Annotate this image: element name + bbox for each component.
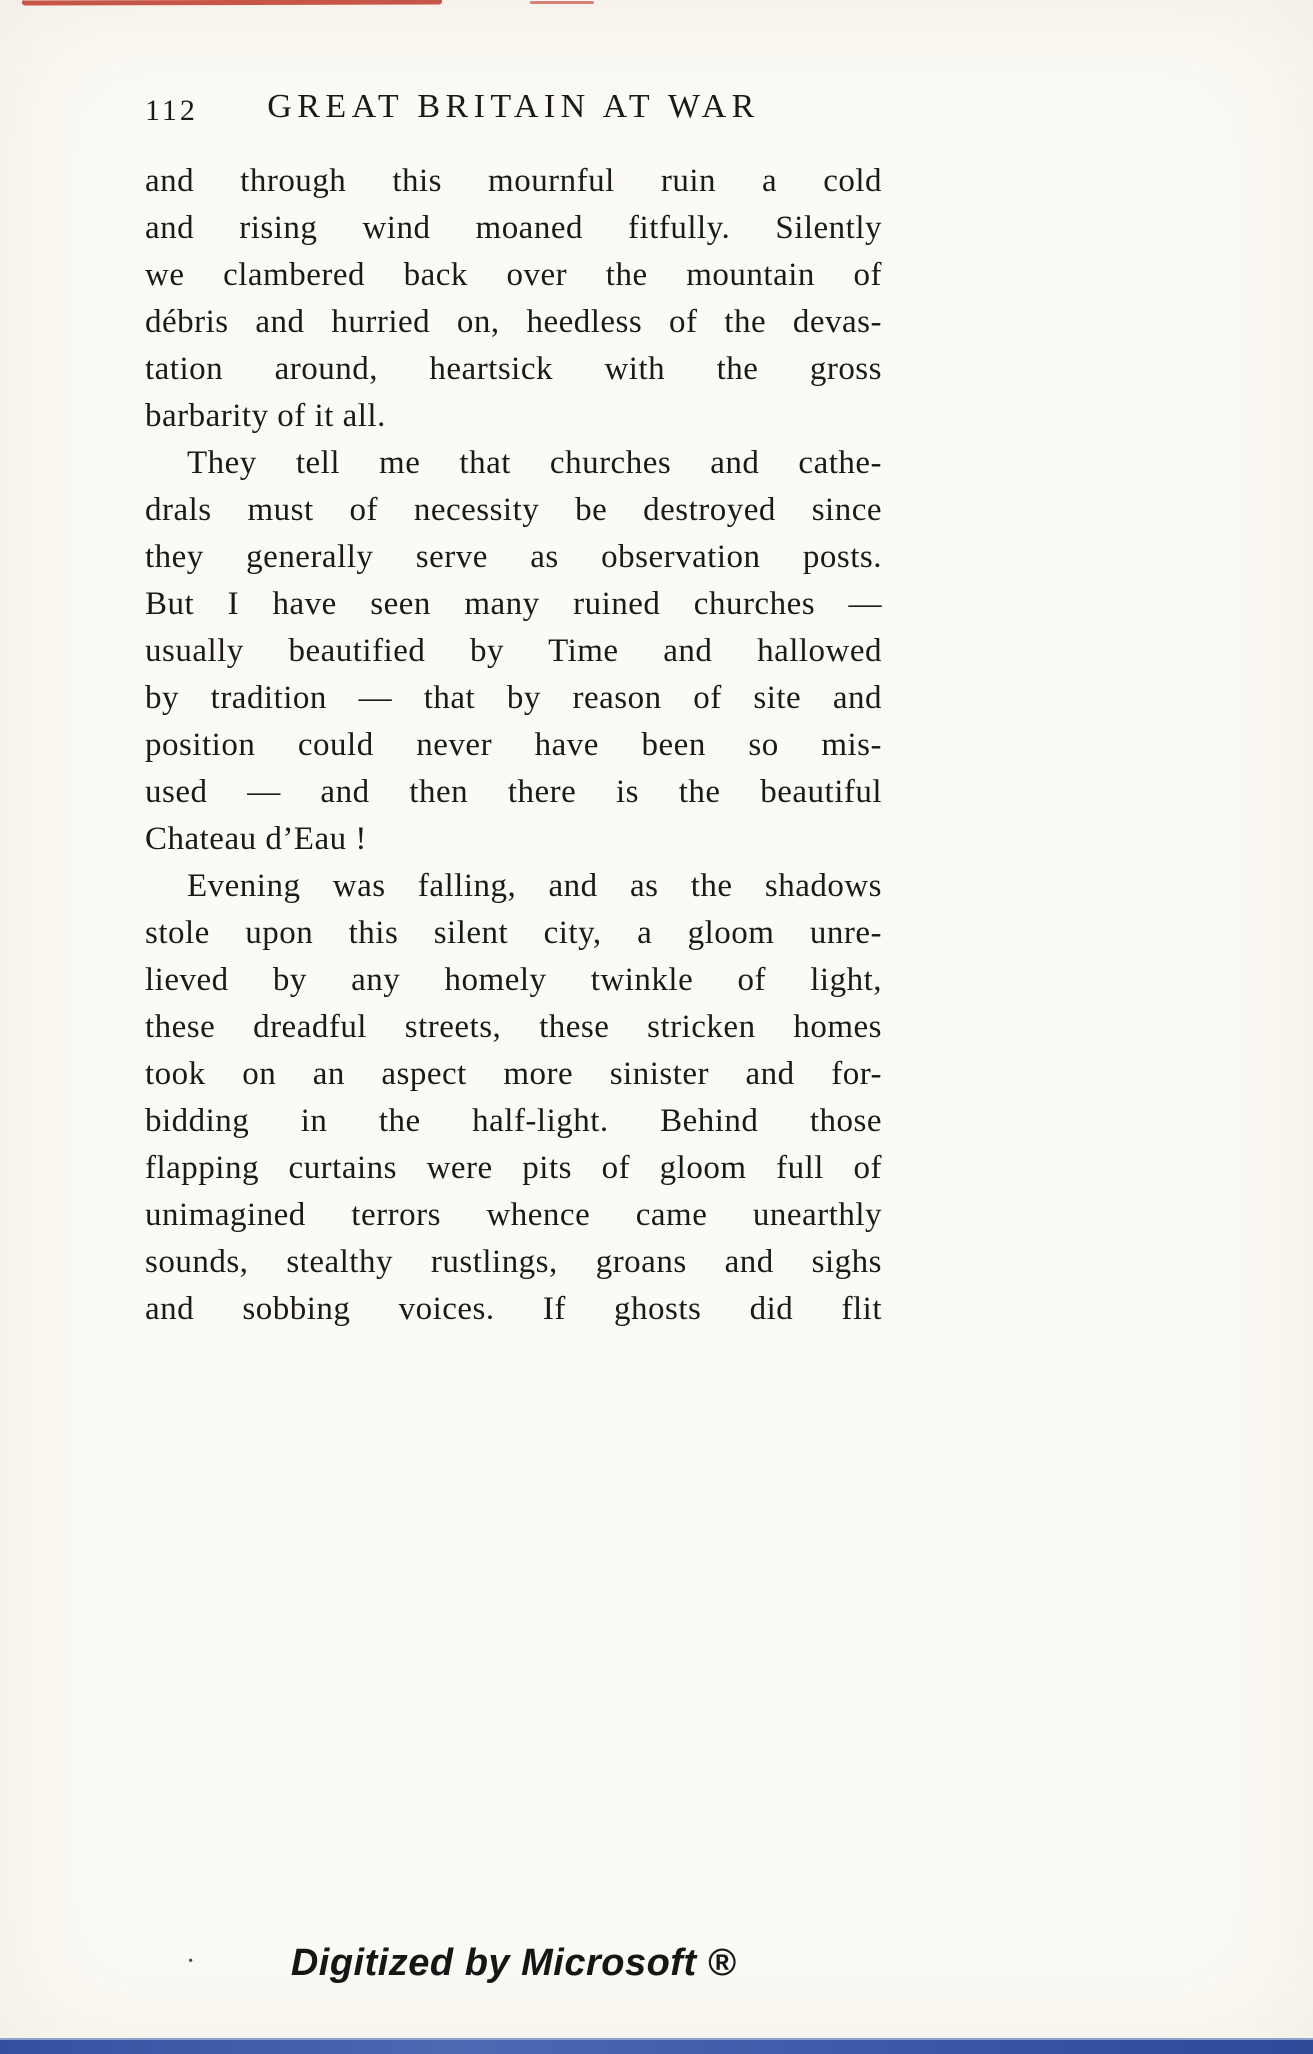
text-line: They tell me that churches and cathe- (187, 445, 882, 481)
text-line: lieved by any homely twinkle of light, (145, 962, 882, 998)
text-line: and rising wind moaned fitfully. Silently (145, 210, 882, 246)
text-line: bidding in the half-light. Behind those (145, 1103, 882, 1139)
text-line: flapping curtains were pits of gloom full of (145, 1150, 882, 1186)
text-line: and sobbing voices. If ghosts did flit (145, 1291, 882, 1327)
text-line: stole upon this silent city, a gloom unre- (145, 915, 882, 951)
text-line: Chateau d’Eau ! (145, 821, 367, 857)
text-line: took on an aspect more sinister and for- (145, 1056, 882, 1092)
text-body (145, 158, 882, 1333)
text-line: débris and hurried on, heedless of the devas- (145, 304, 882, 340)
scan-artifact-top-left (22, 0, 442, 6)
text-line: and through this mournful ruin a cold (145, 163, 882, 199)
scan-artifact-bottom-edge (0, 2038, 1313, 2054)
text-line: used — and then there is the beautiful (145, 774, 882, 810)
scan-artifact-top-mid (530, 1, 594, 4)
text-line: unimagined terrors whence came unearthly (145, 1197, 882, 1233)
text-line: Evening was falling, and as the shadows (187, 868, 882, 904)
running-title: GREAT BRITAIN AT WAR (267, 88, 760, 125)
text-line: barbarity of it all. (145, 398, 386, 434)
text-line: tation around, heartsick with the gross (145, 351, 882, 387)
text-line: by tradition — that by reason of site and (145, 680, 882, 716)
page-header (145, 88, 882, 132)
text-line: drals must of necessity be destroyed since (145, 492, 882, 528)
stray-mark: · (186, 1946, 196, 1977)
text-line: usually beautified by Time and hallowed (145, 633, 882, 669)
text-line: these dreadful streets, these stricken homes (145, 1009, 882, 1045)
text-line: sounds, stealthy rustlings, groans and sighs (145, 1244, 882, 1280)
text-line: But I have seen many ruined churches — (145, 586, 882, 622)
text-line: we clambered back over the mountain of (145, 257, 882, 293)
digitized-stamp: Digitized by Microsoft ® (290, 1942, 737, 1984)
page-number: 112 (145, 94, 198, 127)
text-line: they generally serve as observation posts. (145, 539, 882, 575)
text-line: position could never have been so mis- (145, 727, 882, 763)
